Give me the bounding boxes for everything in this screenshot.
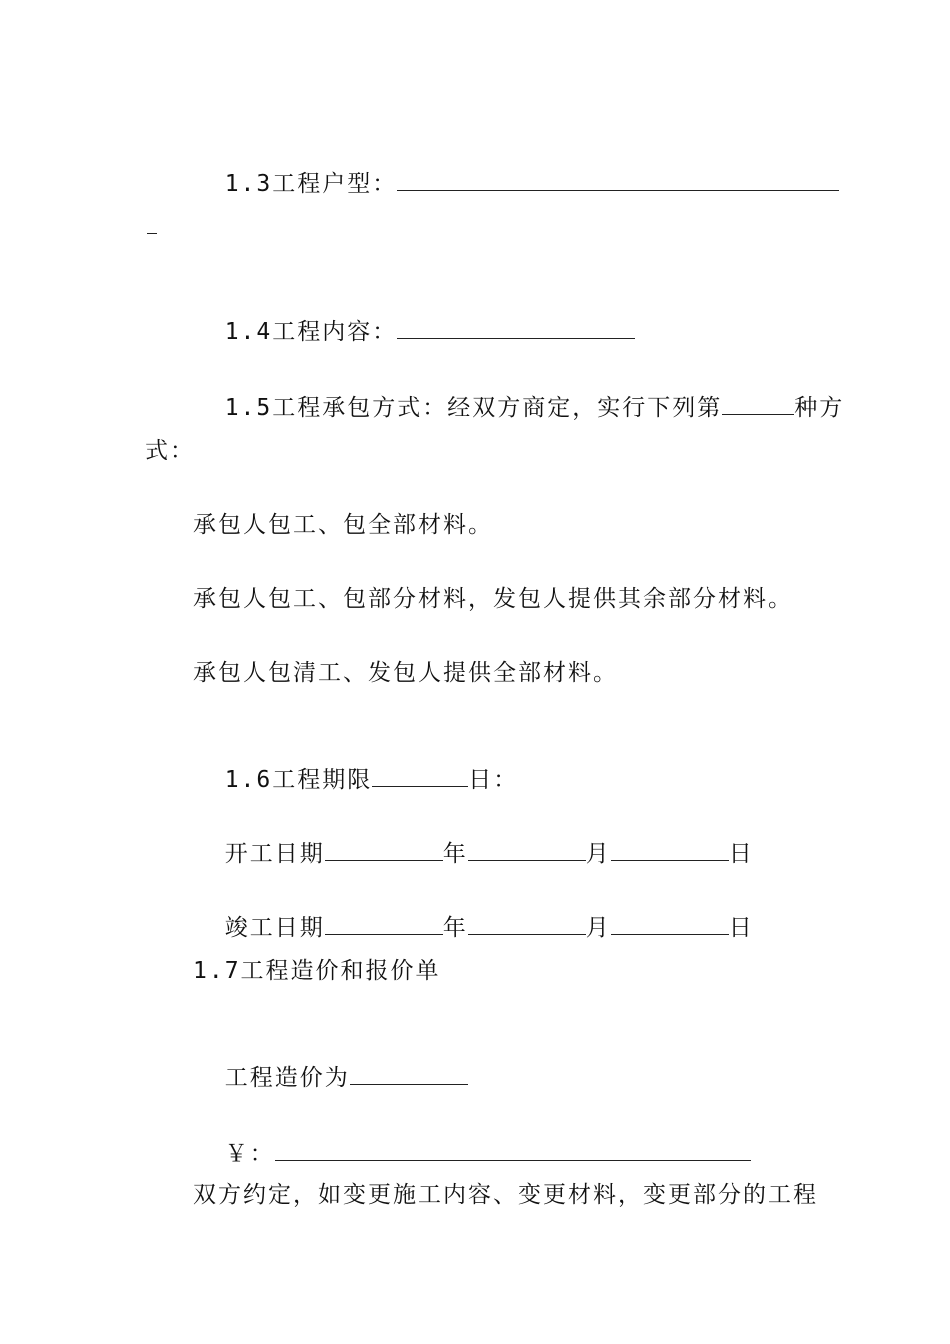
option-2: 承包人包工、包部分材料，发包人提供其余部分材料。 xyxy=(193,586,793,612)
item-1-5-label: 1.5工程承包方式：经双方商定，实行下列第 xyxy=(224,395,723,421)
end-date-label: 竣工日期 xyxy=(224,915,325,941)
price-label: 工程造价为 xyxy=(224,1065,350,1091)
start-date-label: 开工日期 xyxy=(224,841,325,867)
currency-amount-field[interactable] xyxy=(275,1138,751,1161)
end-date-row xyxy=(193,882,754,943)
price-row xyxy=(193,1032,468,1093)
start-year-unit: 年 xyxy=(442,841,468,867)
currency-row xyxy=(193,1108,751,1169)
duration-days-field[interactable] xyxy=(372,764,468,787)
agreement-text: 双方约定，如变更施工内容、变更材料，变更部分的工程 xyxy=(193,1182,818,1208)
end-year-field[interactable] xyxy=(325,912,443,935)
wrap-dash xyxy=(147,233,157,234)
option-3: 承包人包清工、发包人提供全部材料。 xyxy=(193,660,618,686)
project-content-field[interactable] xyxy=(397,316,635,339)
price-field[interactable] xyxy=(350,1062,468,1085)
start-year-field[interactable] xyxy=(325,838,443,861)
house-type-field[interactable] xyxy=(397,168,839,191)
option-1: 承包人包工、包全部材料。 xyxy=(193,512,493,538)
end-day-field[interactable] xyxy=(611,912,729,935)
start-date-row xyxy=(193,808,754,869)
item-1-5-continuation: 式： xyxy=(145,438,195,464)
start-month-unit: 月 xyxy=(585,841,611,867)
contract-mode-field[interactable] xyxy=(722,392,794,415)
item-1-3 xyxy=(193,138,839,199)
start-day-field[interactable] xyxy=(611,838,729,861)
end-month-field[interactable] xyxy=(468,912,586,935)
start-month-field[interactable] xyxy=(468,838,586,861)
item-1-3-label: 1.3工程户型： xyxy=(224,171,398,197)
start-day-unit: 日 xyxy=(728,841,754,867)
end-day-unit: 日 xyxy=(728,915,754,941)
end-month-unit: 月 xyxy=(585,915,611,941)
item-1-6 xyxy=(193,734,518,795)
item-1-7-title: 1.7工程造价和报价单 xyxy=(193,958,441,984)
item-1-5-label-end: 种方 xyxy=(794,395,845,421)
item-1-6-unit: 日： xyxy=(468,767,519,793)
item-1-5 xyxy=(193,362,844,423)
item-1-4 xyxy=(193,286,635,347)
currency-label: ￥： xyxy=(224,1141,275,1167)
item-1-4-label: 1.4工程内容： xyxy=(224,319,398,345)
end-year-unit: 年 xyxy=(442,915,468,941)
item-1-6-label: 1.6工程期限 xyxy=(224,767,373,793)
